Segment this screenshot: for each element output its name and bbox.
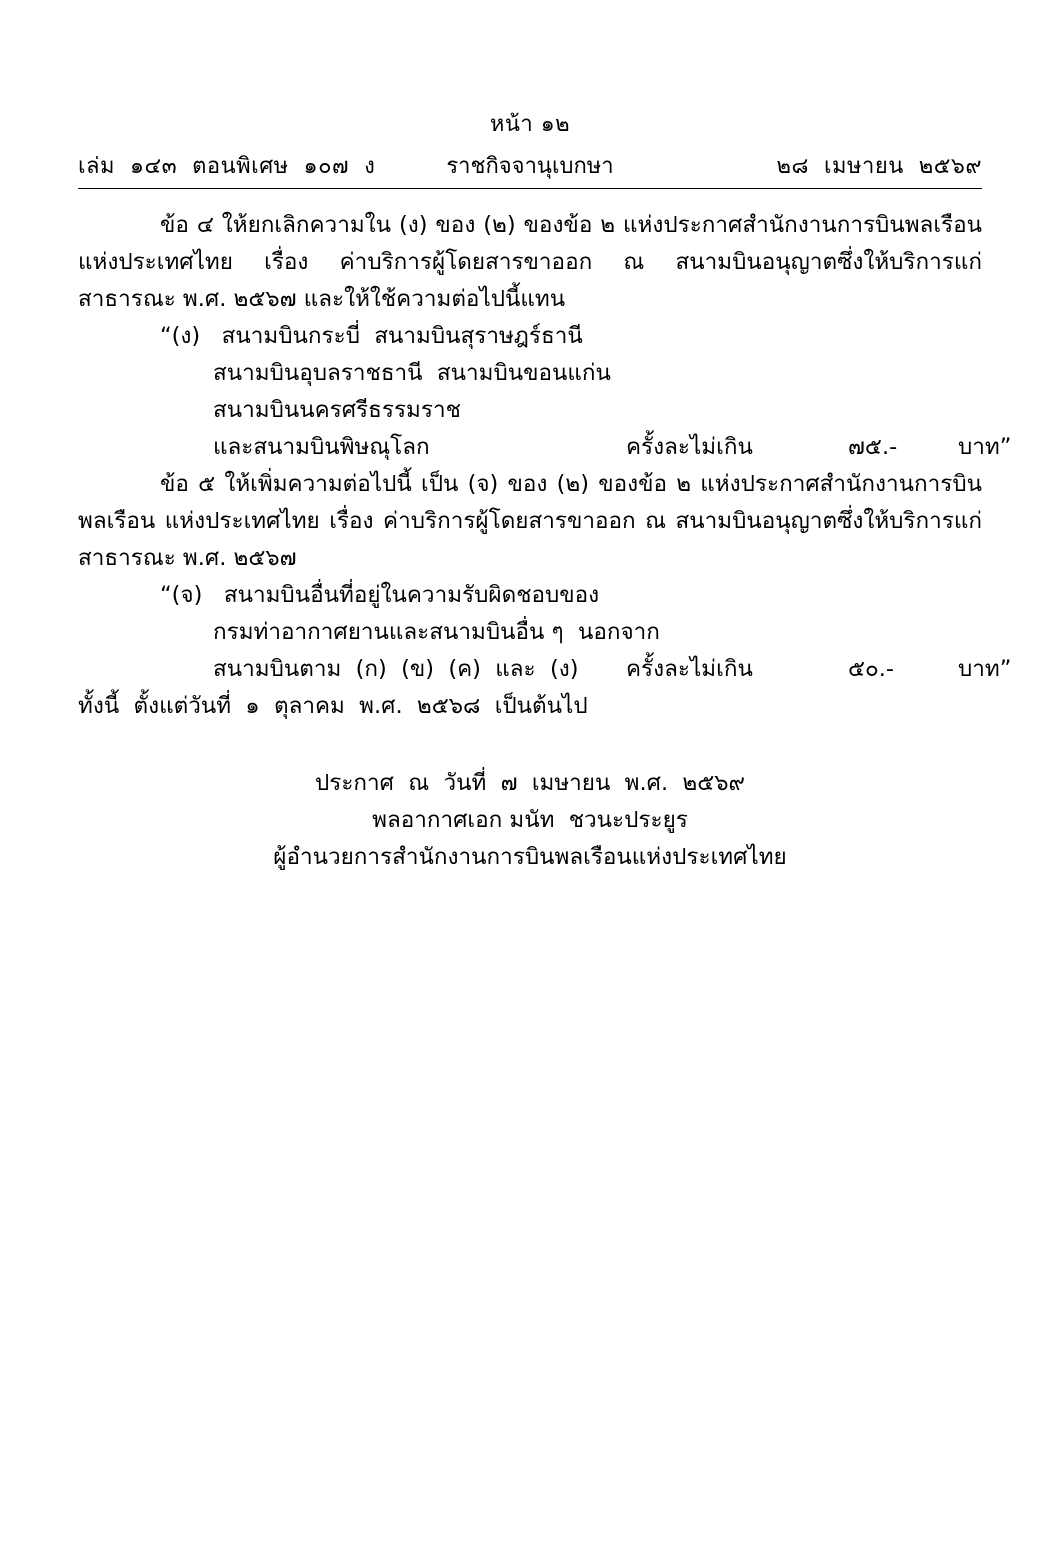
clause-4-text: ข้อ ๔ ให้ยกเลิกความใน (ง) ของ (๒) ของข้อ ๒ แห่งประกาศสำนักงานการบินพลเรือน แห่งประเทศไทย เรื่อง ค่าบริการผู้โดยสารขาออก ณ สนามบินอนุญาตซึ่งให้บริการแก่สาธารณะ พ.ศ. ๒๕๖๗ และให้ใช้ความต่อไปนี้แทน — [78, 212, 982, 313]
masthead-gazette-title: ราชกิจจานุเบกษา — [446, 154, 614, 180]
clause-5-item-j-line1: “(จ) สนามบินอื่นที่อยู่ในความรับผิดชอบของ — [160, 582, 600, 609]
clause-4-fee-condition: ครั้งละไม่เกิน — [626, 434, 753, 461]
clause-4-fee-label: และสนามบินพิษณุโลก — [213, 434, 430, 461]
clause-4-item-g-line2: สนามบินอุบลราชธานี สนามบินขอนแก่น — [213, 360, 611, 387]
clause-4-fee-unit: บาท” — [958, 434, 1012, 461]
page-number: หน้า ๑๒ — [489, 112, 571, 137]
document-body — [78, 207, 1012, 725]
signatory-name: พลอากาศเอก มนัท ชวนะประยูร — [372, 807, 688, 834]
clause-4-paragraph — [78, 207, 982, 318]
effective-text: ทั้งนี้ ตั้งแต่วันที่ ๑ ตุลาคม พ.ศ. ๒๕๖๘ เป็นต้นไป — [78, 693, 588, 720]
signatory-title: ผู้อำนวยการสำนักงานการบินพลเรือนแห่งประเทศไทย — [273, 844, 787, 871]
clause-4-fee-row — [213, 429, 1012, 466]
header-divider — [78, 188, 982, 189]
masthead-date: ๒๘ เมษายน ๒๕๖๙ — [776, 154, 982, 180]
clause-5-item-j-line2: กรมท่าอากาศยานและสนามบินอื่น ๆ นอกจาก — [213, 619, 660, 646]
clause-5-fee-condition: ครั้งละไม่เกิน — [626, 656, 753, 683]
announcement-date: ประกาศ ณ วันที่ ๗ เมษายน พ.ศ. ๒๕๖๙ — [314, 770, 746, 797]
gazette-page — [0, 112, 1060, 1552]
clause-5-fee-amount: ๕๐.- — [848, 656, 895, 683]
clause-5-fee-row — [213, 651, 1012, 688]
clause-5-fee-label: สนามบินตาม (ก) (ข) (ค) และ (ง) — [213, 656, 579, 683]
clause-5-fee-unit: บาท” — [958, 656, 1012, 683]
masthead-volume: เล่ม ๑๔๓ ตอนพิเศษ ๑๐๗ ง — [78, 154, 376, 180]
clause-4-item-g-line1: “(ง) สนามบินกระบี่ สนามบินสุราษฎร์ธานี — [160, 323, 583, 350]
clause-4-fee-amount: ๗๕.- — [848, 434, 898, 461]
clause-4-item-g-line3: สนามบินนครศรีธรรมราช — [213, 397, 461, 424]
clause-5-text: ข้อ ๕ ให้เพิ่มความต่อไปนี้ เป็น (จ) ของ (๒) ของข้อ ๒ แห่งประกาศสำนักงานการบินพลเรือน แห่งประเทศไทย เรื่อง ค่าบริการผู้โดยสารขาออก ณ สนามบินอนุญาตซึ่งให้บริการแก่สาธารณะ พ.ศ. ๒๕๖๗ — [78, 471, 982, 572]
masthead — [78, 148, 982, 182]
